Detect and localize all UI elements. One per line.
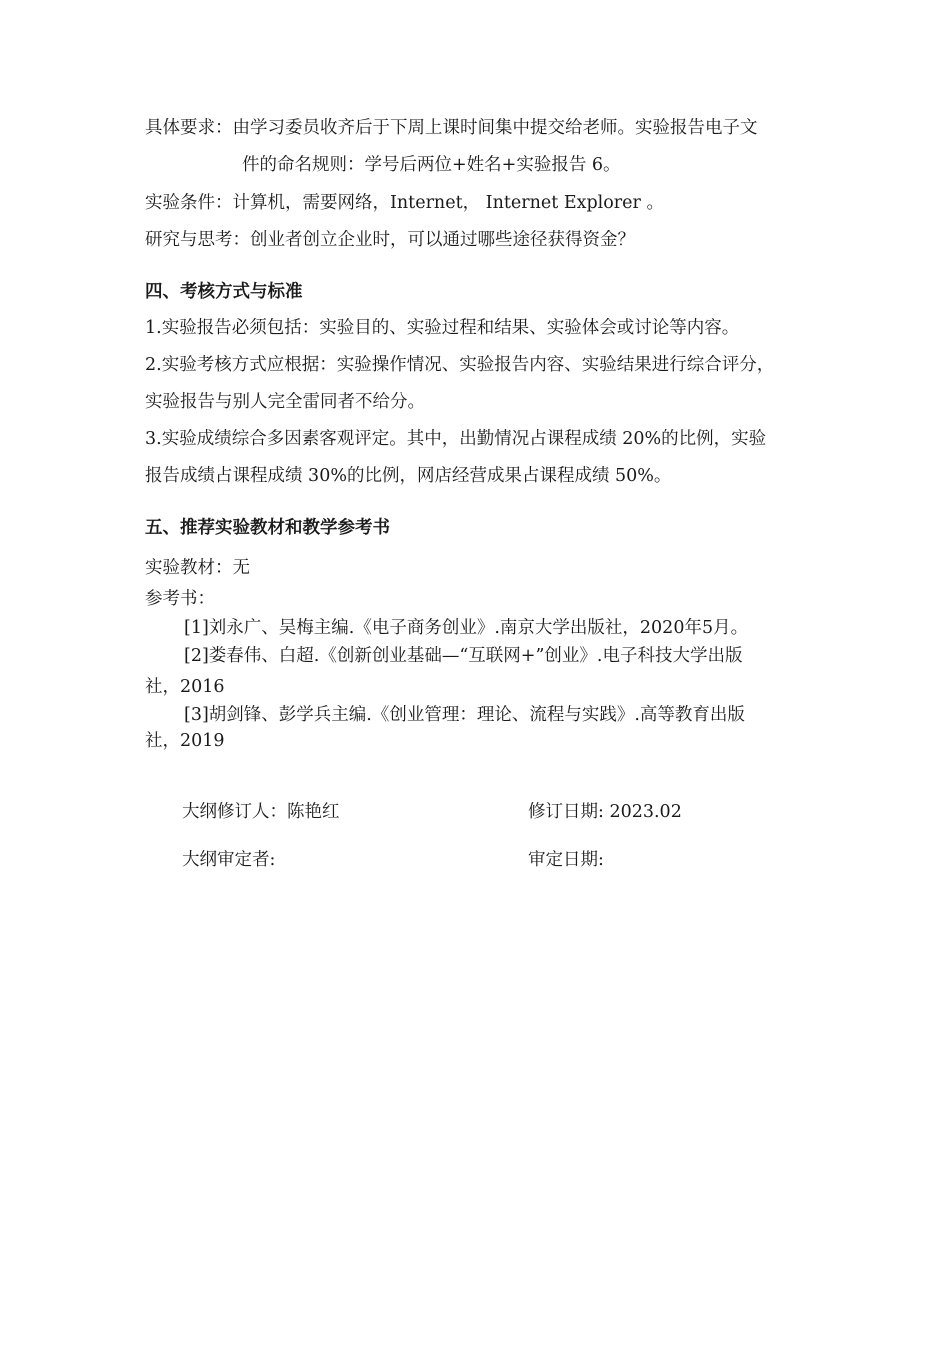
assessment-item-1: 1.实验报告必须包括：实验目的、实验过程和结果、实验体会或讨论等内容。 xyxy=(145,318,740,338)
syllabus-reviser: 大纲修订人：陈艳红 xyxy=(182,802,340,822)
reference-1: [1]刘永广、吴梅主编.《电子商务创业》.南京大学出版社，2020年5月。 xyxy=(184,618,749,638)
assessment-item-2-line-1: 2.实验考核方式应根据：实验操作情况、实验报告内容、实验结果进行综合评分， xyxy=(145,355,775,375)
experiment-conditions: 实验条件：计算机，需要网络，Internet， Internet Explorer 。 xyxy=(145,193,664,213)
assessment-item-3-line-2: 报告成绩占课程成绩 30%的比例，网店经营成果占课程成绩 50%。 xyxy=(145,466,672,486)
section-5-heading: 五、推荐实验教材和教学参考书 xyxy=(145,518,390,538)
requirement-line-1: 具体要求：由学习委员收齐后于下周上课时间集中提交给老师。实验报告电子文 xyxy=(145,118,758,138)
assessment-item-3-line-1: 3.实验成绩综合多因素客观评定。其中，出勤情况占课程成绩 20%的比例，实验 xyxy=(145,429,767,449)
syllabus-approver: 大纲审定者: xyxy=(182,850,276,870)
revision-date: 修订日期: 2023.02 xyxy=(528,802,682,822)
textbook: 实验教材：无 xyxy=(145,558,250,578)
section-4-heading: 四、考核方式与标准 xyxy=(145,282,303,302)
reference-3-line-2: 社，2019 xyxy=(145,731,225,751)
research-question: 研究与思考：创业者创立企业时，可以通过哪些途径获得资金？ xyxy=(145,230,635,250)
reference-3-line-1: [3]胡剑锋、彭学兵主编.《创业管理：理论、流程与实践》.高等教育出版 xyxy=(184,705,745,725)
requirement-line-2: 件的命名规则：学号后两位+姓名+实验报告 6。 xyxy=(242,155,621,175)
approval-date: 审定日期: xyxy=(528,850,604,870)
references-label: 参考书： xyxy=(145,589,215,609)
assessment-item-2-line-2: 实验报告与别人完全雷同者不给分。 xyxy=(145,392,425,412)
reference-2-line-1: [2]娄春伟、白超.《创新创业基础—“互联网+”创业》.电子科技大学出版 xyxy=(184,646,743,666)
reference-2-line-2: 社，2016 xyxy=(145,677,225,697)
